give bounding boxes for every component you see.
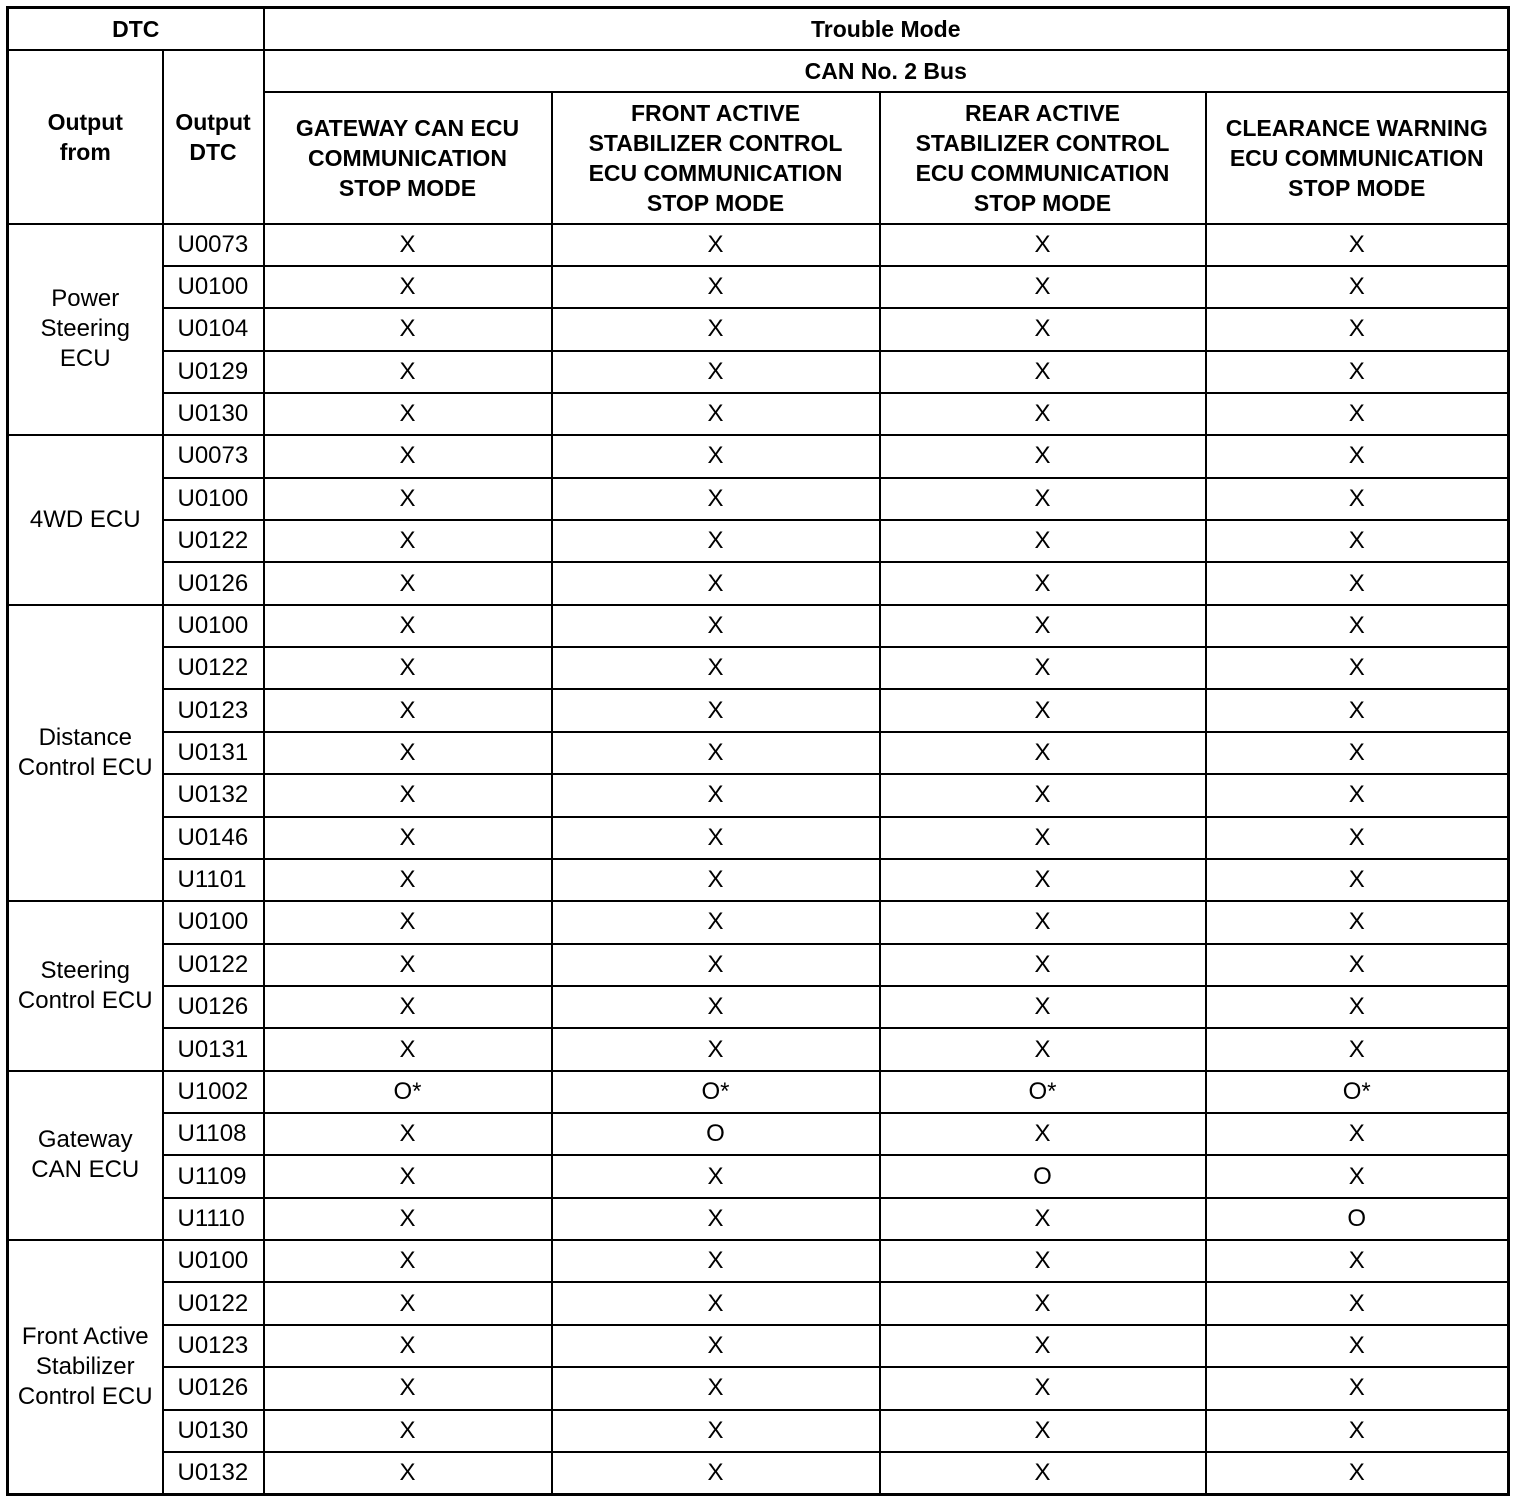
mode-mark-cell: O* <box>264 1071 552 1113</box>
mode-mark-cell: X <box>880 901 1206 943</box>
dtc-trouble-mode-table <box>6 6 1510 1496</box>
mode-mark-cell: X <box>880 224 1206 266</box>
dtc-code-cell: U0132 <box>163 1452 264 1495</box>
table-row <box>8 774 1509 816</box>
mode-mark-cell: X <box>1206 732 1509 774</box>
mode-mark-cell: X <box>264 520 552 562</box>
mode-mark-cell: X <box>880 308 1206 350</box>
table-row <box>8 393 1509 435</box>
mode-mark-cell: X <box>264 1282 552 1324</box>
mode-mark-cell: X <box>880 859 1206 901</box>
mode-mark-cell: O <box>880 1155 1206 1197</box>
mode-mark-cell: X <box>552 732 880 774</box>
output-from-cell: Distance Control ECU <box>8 605 163 902</box>
mode-mark-cell: X <box>880 1325 1206 1367</box>
mode-mark-cell: X <box>264 1198 552 1240</box>
mode-mark-cell: X <box>1206 478 1509 520</box>
mode-mark-cell: X <box>880 732 1206 774</box>
mode-mark-cell: X <box>880 1452 1206 1495</box>
mode-mark-cell: X <box>1206 944 1509 986</box>
mode-mark-cell: X <box>264 351 552 393</box>
table-row <box>8 435 1509 477</box>
mode-mark-cell: X <box>264 944 552 986</box>
table-row <box>8 605 1509 647</box>
mode-mark-cell: X <box>264 266 552 308</box>
mode-mark-cell: X <box>552 1452 880 1495</box>
dtc-header: DTC <box>8 8 264 50</box>
mode-mark-cell: X <box>552 986 880 1028</box>
dtc-code-cell: U1108 <box>163 1113 264 1155</box>
mode-mark-cell: X <box>880 944 1206 986</box>
header-row-bus <box>8 50 1509 92</box>
mode-mark-cell: O* <box>552 1071 880 1113</box>
mode-mark-cell: X <box>880 647 1206 689</box>
mode-mark-cell: X <box>1206 774 1509 816</box>
mode-mark-cell: X <box>264 478 552 520</box>
dtc-code-cell: U0123 <box>163 689 264 731</box>
dtc-code-cell: U0129 <box>163 351 264 393</box>
mode-mark-cell: X <box>880 817 1206 859</box>
mode-mark-cell: X <box>264 647 552 689</box>
mode-mark-cell: X <box>1206 817 1509 859</box>
mode-mark-cell: X <box>880 1113 1206 1155</box>
mode-mark-cell: X <box>880 520 1206 562</box>
dtc-code-cell: U1101 <box>163 859 264 901</box>
mode-header-front-stabilizer: FRONT ACTIVE STABILIZER CONTROL ECU COMMUNICATION STOP MODE <box>552 92 880 224</box>
mode-mark-cell: X <box>264 1155 552 1197</box>
dtc-code-cell: U0132 <box>163 774 264 816</box>
table-row <box>8 224 1509 266</box>
mode-mark-cell: X <box>264 986 552 1028</box>
mode-mark-cell: X <box>1206 520 1509 562</box>
dtc-code-cell: U0130 <box>163 1410 264 1452</box>
mode-mark-cell: X <box>552 817 880 859</box>
mode-mark-cell: X <box>552 1325 880 1367</box>
trouble-mode-header: Trouble Mode <box>264 8 1509 50</box>
mode-mark-cell: X <box>552 605 880 647</box>
mode-mark-cell: X <box>264 859 552 901</box>
mode-mark-cell: X <box>880 1198 1206 1240</box>
mode-mark-cell: X <box>1206 901 1509 943</box>
mode-mark-cell: X <box>880 562 1206 604</box>
dtc-code-cell: U0122 <box>163 944 264 986</box>
mode-mark-cell: X <box>552 308 880 350</box>
output-from-cell: Front Active Stabilizer Control ECU <box>8 1240 163 1494</box>
output-from-cell: Gateway CAN ECU <box>8 1071 163 1240</box>
dtc-code-cell: U1110 <box>163 1198 264 1240</box>
table-row <box>8 1113 1509 1155</box>
mode-mark-cell: X <box>1206 689 1509 731</box>
mode-mark-cell: X <box>1206 1240 1509 1282</box>
mode-mark-cell: X <box>1206 1282 1509 1324</box>
mode-mark-cell: X <box>1206 605 1509 647</box>
mode-mark-cell: X <box>880 435 1206 477</box>
mode-mark-cell: X <box>264 689 552 731</box>
mode-mark-cell: X <box>552 901 880 943</box>
mode-mark-cell: X <box>552 1198 880 1240</box>
mode-mark-cell: X <box>1206 1410 1509 1452</box>
mode-mark-cell: X <box>552 689 880 731</box>
table-row <box>8 1367 1509 1409</box>
mode-mark-cell: X <box>1206 1452 1509 1495</box>
mode-mark-cell: X <box>880 1367 1206 1409</box>
mode-mark-cell: X <box>880 393 1206 435</box>
dtc-code-cell: U0122 <box>163 1282 264 1324</box>
dtc-code-cell: U0126 <box>163 986 264 1028</box>
mode-mark-cell: X <box>552 435 880 477</box>
mode-mark-cell: X <box>264 817 552 859</box>
table-row <box>8 308 1509 350</box>
table-row <box>8 1155 1509 1197</box>
table-row <box>8 817 1509 859</box>
mode-mark-cell: X <box>264 1028 552 1070</box>
mode-mark-cell: X <box>264 1410 552 1452</box>
mode-mark-cell: X <box>552 1410 880 1452</box>
mode-mark-cell: X <box>1206 308 1509 350</box>
mode-mark-cell: X <box>264 1240 552 1282</box>
mode-mark-cell: X <box>1206 435 1509 477</box>
dtc-code-cell: U0100 <box>163 901 264 943</box>
mode-mark-cell: X <box>1206 1028 1509 1070</box>
dtc-code-cell: U0104 <box>163 308 264 350</box>
mode-mark-cell: O* <box>880 1071 1206 1113</box>
table-row <box>8 1452 1509 1495</box>
mode-mark-cell: X <box>264 732 552 774</box>
dtc-code-cell: U0123 <box>163 1325 264 1367</box>
table-row <box>8 944 1509 986</box>
mode-mark-cell: X <box>552 1240 880 1282</box>
mode-mark-cell: X <box>264 1113 552 1155</box>
mode-mark-cell: X <box>552 520 880 562</box>
dtc-code-cell: U0073 <box>163 224 264 266</box>
table-row <box>8 1240 1509 1282</box>
table-row <box>8 689 1509 731</box>
table-row <box>8 986 1509 1028</box>
table-row <box>8 520 1509 562</box>
mode-header-gateway: GATEWAY CAN ECU COMMUNICATION STOP MODE <box>264 92 552 224</box>
table-row <box>8 859 1509 901</box>
mode-mark-cell: X <box>552 351 880 393</box>
dtc-code-cell: U0073 <box>163 435 264 477</box>
mode-header-rear-stabilizer: REAR ACTIVE STABILIZER CONTROL ECU COMMUNICATION STOP MODE <box>880 92 1206 224</box>
header-row-top <box>8 8 1509 50</box>
dtc-code-cell: U1109 <box>163 1155 264 1197</box>
mode-mark-cell: X <box>552 1155 880 1197</box>
mode-mark-cell: X <box>552 944 880 986</box>
mode-mark-cell: X <box>264 1325 552 1367</box>
table-row <box>8 562 1509 604</box>
mode-mark-cell: O <box>552 1113 880 1155</box>
mode-mark-cell: X <box>1206 562 1509 604</box>
mode-mark-cell: X <box>880 1240 1206 1282</box>
table-row <box>8 1410 1509 1452</box>
mode-mark-cell: X <box>264 774 552 816</box>
dtc-code-cell: U0126 <box>163 1367 264 1409</box>
mode-mark-cell: O* <box>1206 1071 1509 1113</box>
mode-mark-cell: X <box>264 605 552 647</box>
mode-mark-cell: X <box>880 351 1206 393</box>
mode-mark-cell: X <box>880 605 1206 647</box>
mode-mark-cell: X <box>1206 224 1509 266</box>
table-row <box>8 1198 1509 1240</box>
mode-mark-cell: X <box>880 478 1206 520</box>
dtc-code-cell: U0100 <box>163 605 264 647</box>
mode-mark-cell: X <box>1206 647 1509 689</box>
mode-mark-cell: X <box>552 1282 880 1324</box>
mode-mark-cell: X <box>264 1452 552 1495</box>
mode-mark-cell: X <box>264 224 552 266</box>
table-row <box>8 647 1509 689</box>
mode-mark-cell: X <box>1206 1367 1509 1409</box>
mode-mark-cell: X <box>264 308 552 350</box>
mode-mark-cell: X <box>1206 986 1509 1028</box>
mode-mark-cell: X <box>552 478 880 520</box>
mode-mark-cell: X <box>264 901 552 943</box>
mode-mark-cell: X <box>264 393 552 435</box>
table-row <box>8 1071 1509 1113</box>
dtc-code-cell: U0131 <box>163 732 264 774</box>
mode-mark-cell: X <box>552 859 880 901</box>
dtc-code-cell: U0130 <box>163 393 264 435</box>
can-bus-header: CAN No. 2 Bus <box>264 50 1509 92</box>
mode-mark-cell: X <box>552 647 880 689</box>
dtc-code-cell: U0122 <box>163 647 264 689</box>
table-row <box>8 351 1509 393</box>
table-body <box>8 224 1509 1495</box>
dtc-code-cell: U0146 <box>163 817 264 859</box>
dtc-code-cell: U0126 <box>163 562 264 604</box>
output-from-cell: Steering Control ECU <box>8 901 163 1070</box>
mode-header-clearance-warning: CLEARANCE WARNING ECU COMMUNICATION STOP MODE <box>1206 92 1509 224</box>
output-from-header: Output from <box>8 50 163 224</box>
output-dtc-header: Output DTC <box>163 50 264 224</box>
mode-mark-cell: X <box>1206 1325 1509 1367</box>
mode-mark-cell: X <box>880 689 1206 731</box>
mode-mark-cell: X <box>1206 859 1509 901</box>
dtc-code-cell: U0100 <box>163 1240 264 1282</box>
mode-mark-cell: X <box>552 266 880 308</box>
mode-mark-cell: X <box>264 1367 552 1409</box>
mode-mark-cell: X <box>1206 266 1509 308</box>
output-from-cell: Power Steering ECU <box>8 224 163 436</box>
mode-mark-cell: X <box>552 1028 880 1070</box>
mode-mark-cell: X <box>1206 393 1509 435</box>
dtc-code-cell: U0122 <box>163 520 264 562</box>
dtc-code-cell: U1002 <box>163 1071 264 1113</box>
table-row <box>8 1028 1509 1070</box>
mode-mark-cell: X <box>880 1410 1206 1452</box>
table-row <box>8 1325 1509 1367</box>
mode-mark-cell: X <box>880 774 1206 816</box>
mode-mark-cell: X <box>552 393 880 435</box>
table-row <box>8 732 1509 774</box>
mode-mark-cell: X <box>264 435 552 477</box>
table-row <box>8 478 1509 520</box>
dtc-code-cell: U0131 <box>163 1028 264 1070</box>
table-row <box>8 266 1509 308</box>
mode-mark-cell: X <box>552 224 880 266</box>
dtc-code-cell: U0100 <box>163 478 264 520</box>
mode-mark-cell: X <box>1206 351 1509 393</box>
mode-mark-cell: X <box>1206 1113 1509 1155</box>
mode-mark-cell: X <box>880 1282 1206 1324</box>
table-row <box>8 1282 1509 1324</box>
table-row <box>8 901 1509 943</box>
mode-mark-cell: X <box>1206 1155 1509 1197</box>
mode-mark-cell: X <box>552 562 880 604</box>
mode-mark-cell: O <box>1206 1198 1509 1240</box>
output-from-cell: 4WD ECU <box>8 435 163 604</box>
mode-mark-cell: X <box>880 266 1206 308</box>
mode-mark-cell: X <box>264 562 552 604</box>
dtc-code-cell: U0100 <box>163 266 264 308</box>
mode-mark-cell: X <box>552 774 880 816</box>
mode-mark-cell: X <box>552 1367 880 1409</box>
mode-mark-cell: X <box>880 986 1206 1028</box>
mode-mark-cell: X <box>880 1028 1206 1070</box>
